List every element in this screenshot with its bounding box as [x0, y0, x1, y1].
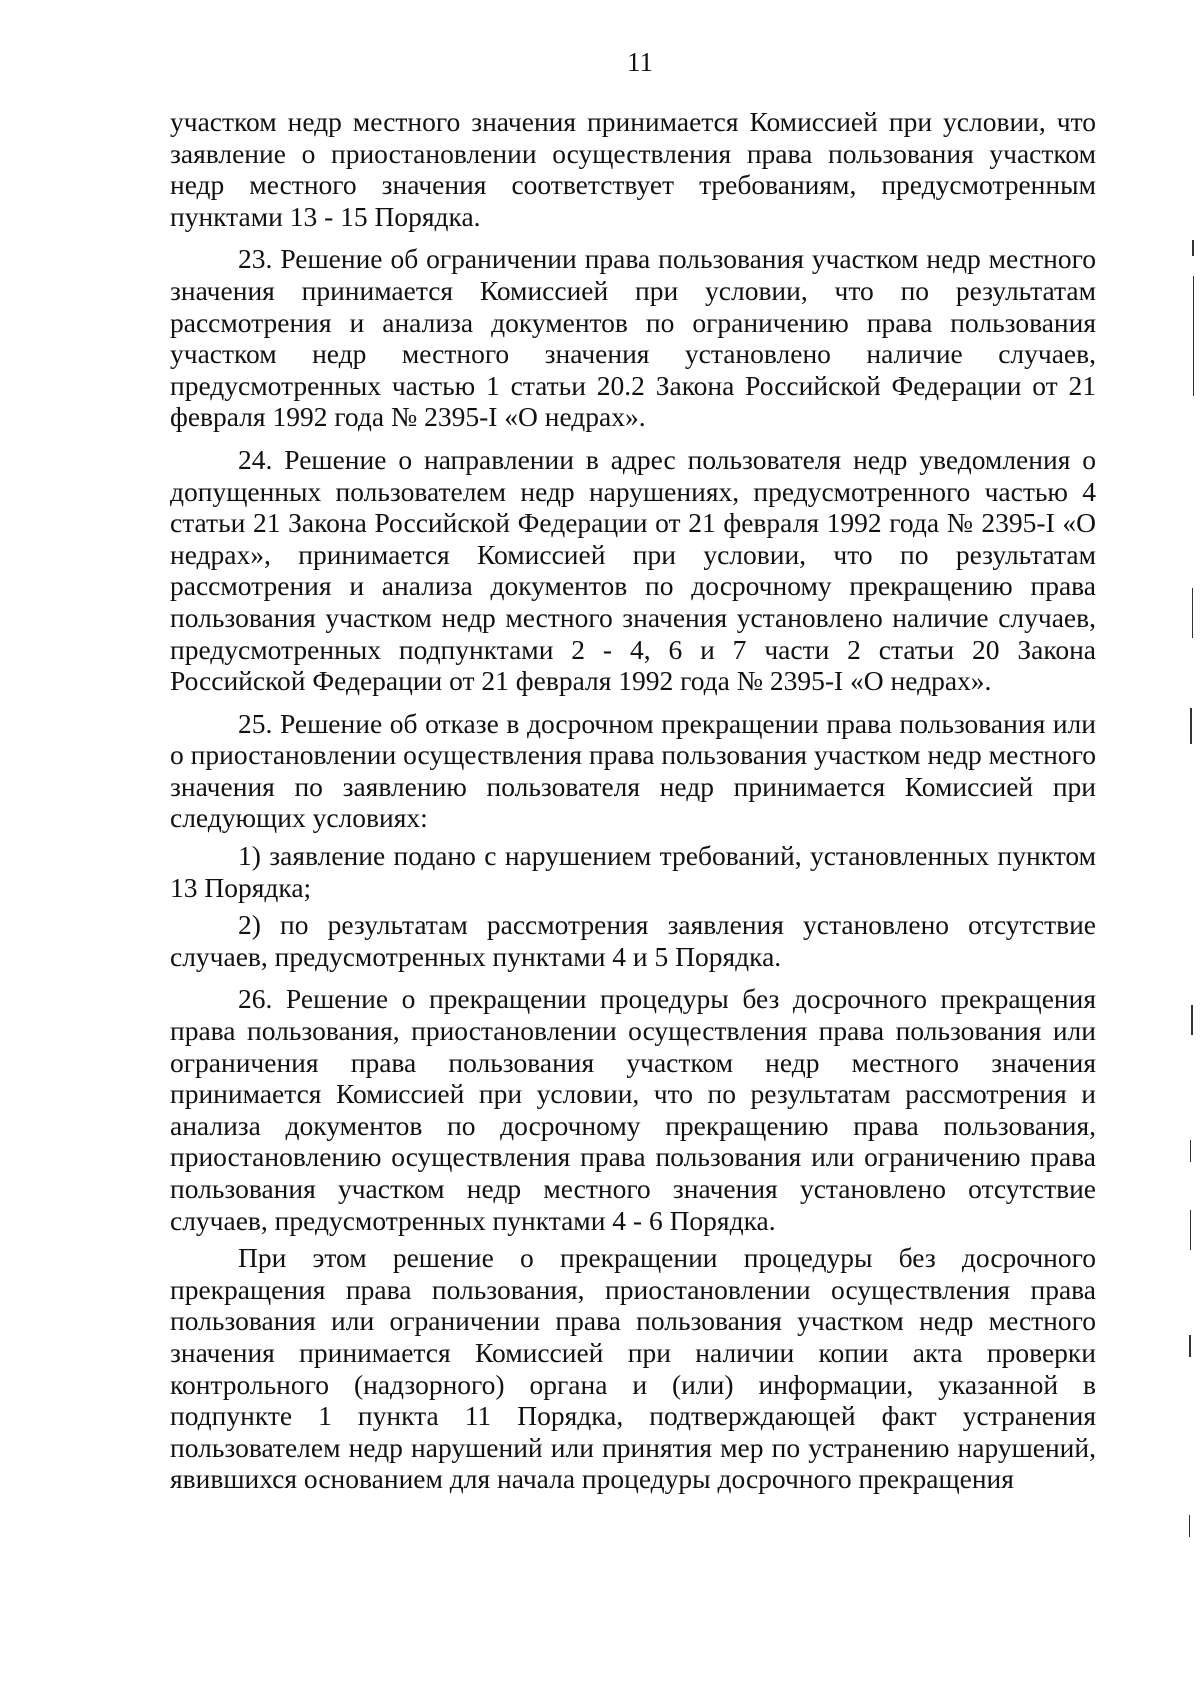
scan-mark [1189, 1335, 1191, 1357]
paragraph-25-item-2: 2) по результатам рассмотрения заявления установлено отсутствие случаев, предусмотренных пунктами 4 и 5 Порядка. [170, 909, 1096, 972]
paragraph-26: 26. Решение о прекращении процедуры без досрочного прекращения права пользования, приостановлении осуществления права пользования или ограничения права пользования участком недр местного значения принимается Комиссией при условии, что по результатам рассмотрения и анализа документов по досрочному прекращению права пользования, приостановлению осуществления права пользования или ограничению права пользования участком недр местного значения установлено отсутствие случаев, предусмотренных пунктами 4 - 6 Порядка. [170, 983, 1096, 1236]
scan-mark [1192, 240, 1194, 256]
document-body [170, 106, 1096, 1495]
paragraph-24: 24. Решение о направлении в адрес пользователя недр уведомления о допущенных пользователем недр нарушениях, предусмотренного частью 4 статьи 21 Закона Российской Федерации от 21 февраля 1992 года № 2395-I «О недрах», принимается Комиссией при условии, что по результатам рассмотрения и анализа документов по досрочному прекращению права пользования участком недр местного значения установлено наличие случаев, предусмотренных подпунктами 2 - 4, 6 и 7 части 2 статьи 20 Закона Российской Федерации от 21 февраля 1992 года № 2395-I «О недрах». [170, 443, 1096, 697]
scan-mark [1190, 708, 1192, 744]
paragraph-25: 25. Решение об отказе в досрочном прекращении права пользования или о приостановлении осуществления права пользования участком недр местного значения по заявлению пользователя недр принимается Комиссией при следующих условиях: [170, 707, 1096, 834]
scan-mark [1190, 1210, 1191, 1250]
scan-mark [1191, 1005, 1193, 1035]
paragraph-continuation: участком недр местного значения принимается Комиссией при условии, что заявление о приостановлении осуществления права пользования участком недр местного значения соответствует требованиям, предусмотренным пунктами 13 - 15 Порядка. [170, 106, 1096, 232]
scan-mark [1192, 588, 1193, 638]
paragraph-25-item-1: 1) заявление подано с нарушением требований, установленных пунктом 13 Порядка; [170, 840, 1096, 903]
paragraph-23: 23. Решение об ограничении права пользования участком недр местного значения принимается Комиссией при условии, что по результатам рассмотрения и анализа документов по ограничению права пользования участком недр местного значения установлено наличие случаев, предусмотренных частью 1 статьи 20.2 Закона Российской Федерации от 21 февраля 1992 года № 2395-I «О недрах». [170, 243, 1096, 433]
page-number: 11 [627, 47, 653, 77]
scan-mark [1193, 276, 1194, 396]
scan-mark [1190, 1140, 1191, 1162]
scan-mark [1189, 1515, 1190, 1537]
paragraph-26-note: При этом решение о прекращении процедуры без досрочного прекращения права пользования, приостановлении осуществления права пользования или ограничении права пользования участком недр местного значения принимается Комиссией при наличии копии акта проверки контрольного (надзорного) органа и (или) информации, указанной в подпункте 1 пункта 11 Порядка, подтверждающей факт устранения пользователем недр нарушений или принятия мер по устранению нарушений, явившихся основанием для начала процедуры досрочного прекращения [170, 1242, 1096, 1495]
